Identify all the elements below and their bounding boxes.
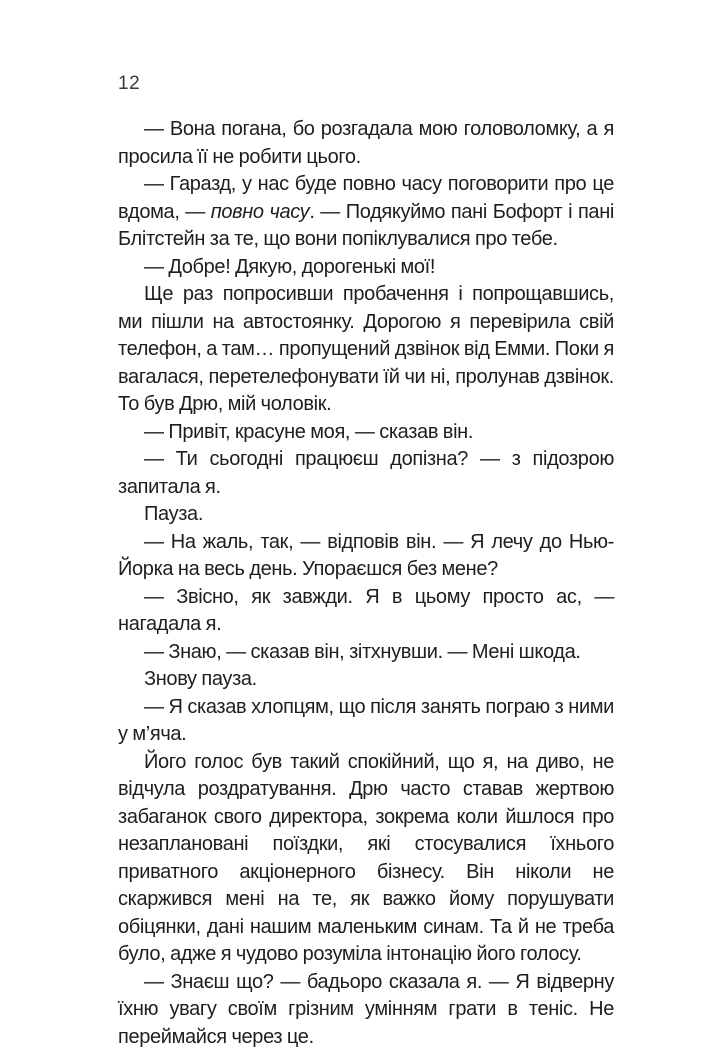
paragraph: — На жаль, так, — відповів він. — Я лечу до Нью-Йорка на весь день. Упораєшся без мене?: [118, 529, 614, 584]
paragraph: — Привіт, красуне моя, — сказав він.: [118, 419, 614, 447]
paragraph: Ще раз попросивши пробачення і попрощавшись, ми пішли на автостоянку. Дорогою я перевірила свій телефон, а там… пропущений дзвінок від Емми. Поки я вагалася, перетелефонувати їй чи ні, пролунав дзвінок. То був Дрю, мій чоловік.: [118, 281, 614, 419]
paragraph: Його голос був такий спокійний, що я, на диво, не відчула роздратування. Дрю часто ставав жертвою забаганок свого директора, зокрема коли йшлося про незаплановані поїздки, які стосувалися їхнього приватного акціонерного бізнесу. Він ніколи не скаржився мені на те, як важко йому порушувати обіцянки, дані нашим маленьким синам. Та й не треба було, адже я чудово розуміла інтонацію його голосу.: [118, 749, 614, 969]
emphasis: повно часу: [211, 201, 310, 223]
page-text: [118, 116, 614, 1051]
page-number: 12: [118, 72, 140, 96]
paragraph: — Я сказав хлопцям, що після занять пограю з ними у м’яча.: [118, 694, 614, 749]
paragraph: — Ти сьогодні працюєш допізна? — з підозрою запитала я.: [118, 446, 614, 501]
paragraph: — Вона погана, бо розгадала мою головоломку, а я просила її не робити цього.: [118, 116, 614, 171]
paragraph: — Гаразд, у нас буде повно часу поговорити про це вдома, — повно часу. — Подякуймо пані Бофорт і пані Блітстейн за те, що вони попіклувалися про тебе.: [118, 171, 614, 254]
paragraph: — Знаю, — сказав він, зітхнувши. — Мені шкода.: [118, 639, 614, 667]
paragraph: Знову пауза.: [118, 666, 614, 694]
paragraph: — Добре! Дякую, дорогенькі мої!: [118, 254, 614, 282]
paragraph: Пауза.: [118, 501, 614, 529]
paragraph: — Знаєш що? — бадьоро сказала я. — Я відверну їхню увагу своїм грізним умінням грати в теніс. Не переймайся через це.: [118, 969, 614, 1051]
paragraph: — Звісно, як завжди. Я в цьому просто ас, — нагадала я.: [118, 584, 614, 639]
